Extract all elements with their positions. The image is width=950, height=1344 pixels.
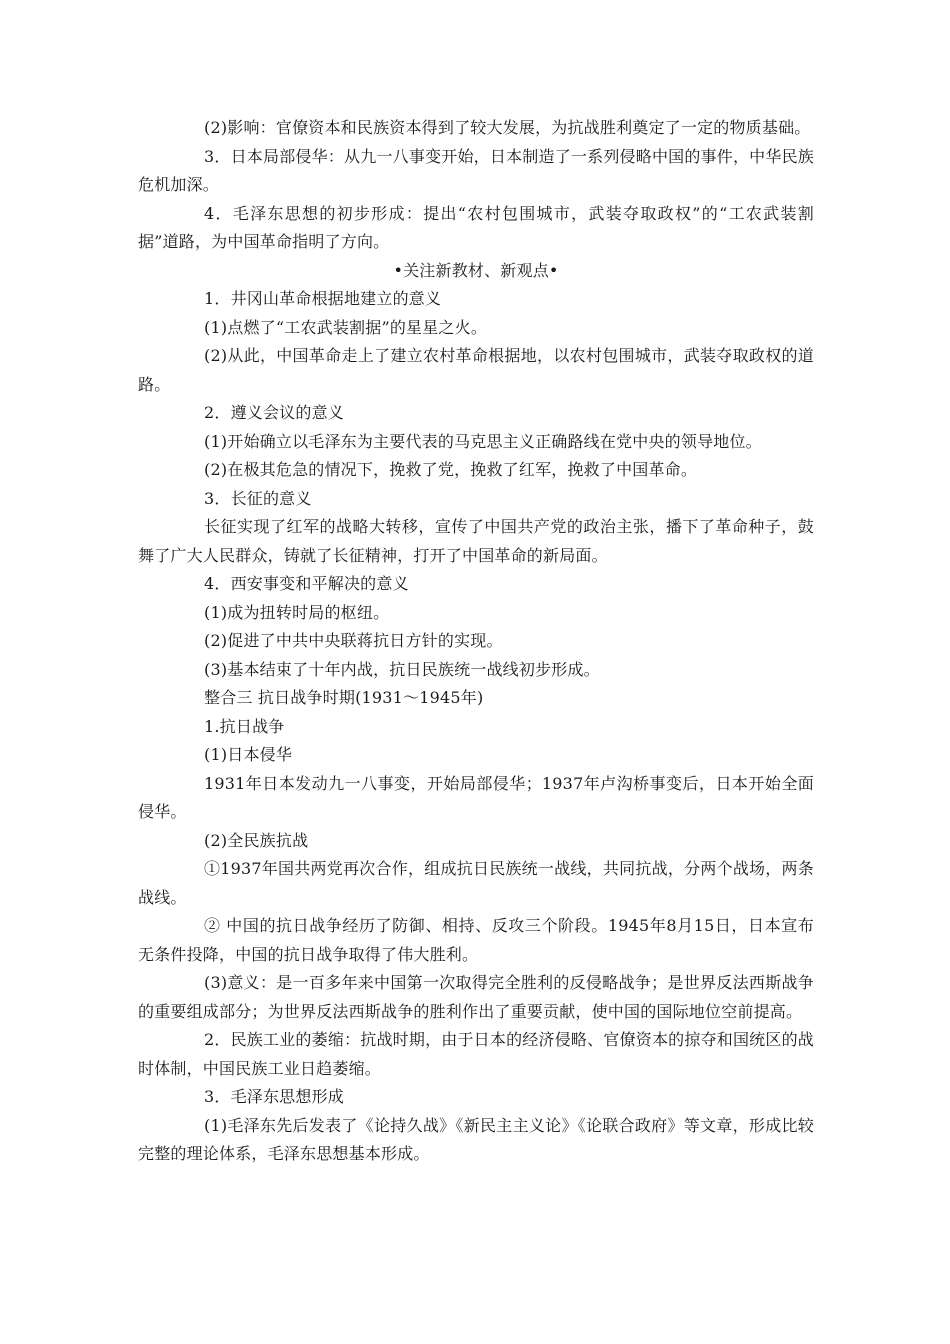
section-heading-new-views: •关注新教材、新观点• — [393, 260, 559, 280]
subheading-national-resistance: (2)全民族抗战 — [204, 830, 309, 850]
paragraph-zunyi-1: (1)开始确立以毛泽东为主要代表的马克思主义正确路线在党中央的领导地位。 — [204, 431, 762, 451]
paragraph-influence: (2)影响：官僚资本和民族资本得到了较大发展，为抗战胜利奠定了一定的物质基础。 — [204, 118, 811, 137]
section-heading-anti-japanese-war: 整合三 抗日战争时期(1931～1945年) — [204, 688, 484, 707]
item-heading-mao-thought-formed: 3．毛泽东思想形成 — [204, 1087, 344, 1106]
paragraph-resistance-1: ①1937年国共两党再次合作，组成抗日民族统一战线，共同抗战，分两个战场，两条战线。 — [138, 859, 814, 907]
item-heading-xian-incident: 4．西安事变和平解决的意义 — [204, 574, 409, 593]
paragraph-japan-partial-invasion: 3．日本局部侵华：从九一八事变开始，日本制造了一系列侵略中国的事件，中华民族危机加深。 — [138, 146, 814, 194]
item-heading-war: 1.抗日战争 — [204, 716, 285, 736]
paragraph-mao-works: (1)毛泽东先后发表了《论持久战》《新民主主义论》《论联合政府》等文章，形成比较完整的理论体系，毛泽东思想基本形成。 — [138, 1115, 814, 1163]
item-heading-jinggangshan: 1．井冈山革命根据地建立的意义 — [204, 289, 442, 308]
paragraph-zunyi-2: (2)在极其危急的情况下，挽救了党，挽救了红军，挽救了中国革命。 — [204, 460, 698, 479]
item-heading-zunyi: 2．遵义会议的意义 — [204, 403, 344, 422]
paragraph-mao-thought-initial: 4．毛泽东思想的初步形成：提出“农村包围城市，武装夺取政权”的“工农武装割据”道路，为中国革命指明了方向。 — [138, 203, 814, 251]
paragraph-xian-3: (3)基本结束了十年内战，抗日民族统一战线初步形成。 — [204, 659, 600, 679]
paragraph-war-significance: (3)意义：是一百多年来中国第一次取得完全胜利的反侵略战争；是世界反法西斯战争的重要组成部分；为世界反法西斯战争的胜利作出了重要贡献，使中国的国际地位空前提高。 — [138, 973, 814, 1021]
item-heading-long-march: 3．长征的意义 — [204, 488, 312, 508]
paragraph-industry-decline: 2．民族工业的萎缩：抗战时期，由于日本的经济侵略、官僚资本的掠夺和国统区的战时体制，中国民族工业日趋萎缩。 — [138, 1030, 814, 1078]
paragraph-xian-2: (2)促进了中共中央联蒋抗日方针的实现。 — [204, 631, 503, 650]
paragraph-jinggangshan-2: (2)从此，中国革命走上了建立农村革命根据地，以农村包围城市，武装夺取政权的道路。 — [138, 346, 814, 394]
paragraph-jinggangshan-1: (1)点燃了“工农武装割据”的星星之火。 — [204, 317, 488, 337]
paragraph-xian-1: (1)成为扭转时局的枢纽。 — [204, 602, 390, 622]
paragraph-long-march: 长征实现了红军的战略大转移，宣传了中国共产党的政治主张，播下了革命种子，鼓舞了广大人民群众，铸就了长征精神，打开了中国革命的新局面。 — [138, 517, 814, 565]
subheading-japan-invasion: (1)日本侵华 — [204, 745, 293, 764]
paragraph-invasion-detail: 1931年日本发动九一八事变，开始局部侵华；1937年卢沟桥事变后，日本开始全面侵华。 — [138, 773, 814, 821]
paragraph-resistance-2: ② 中国的抗日战争经历了防御、相持、反攻三个阶段。1945年8月15日，日本宣布无条件投降，中国的抗日战争取得了伟大胜利。 — [138, 916, 814, 964]
document-body — [138, 114, 814, 1169]
